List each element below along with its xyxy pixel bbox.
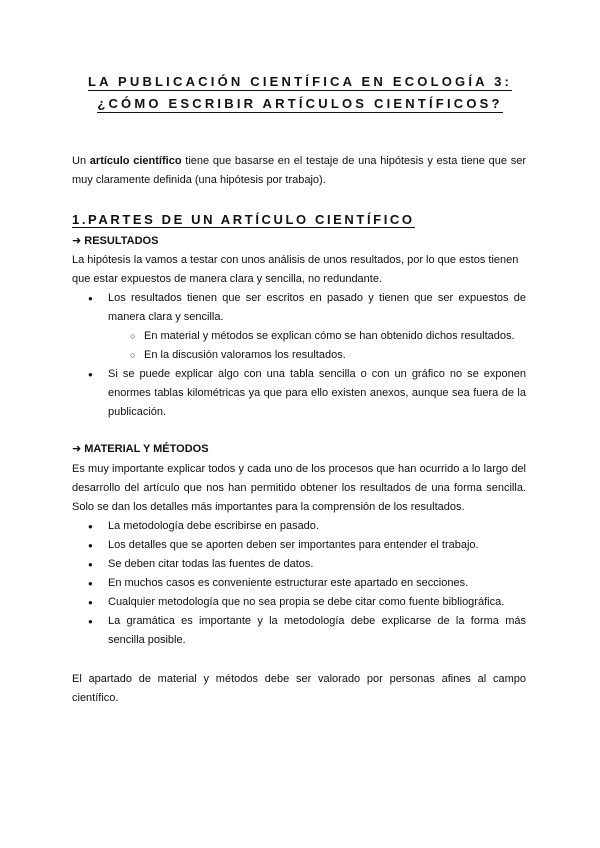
intro-paragraph: Un artículo científico tiene que basarse en el testaje de una hipótesis y esta tiene que ser muy claramente definida (una hipótesis por trabajo).	[72, 155, 526, 186]
material-paragraph: Es muy importante explicar todos y cada uno de los procesos que han ocurrido a lo largo del desarrollo del artículo que nos han permitido obtener los resultados de una forma sencilla. Solo se dan los detalles más importantes para la comprensión de los resultados.	[72, 463, 526, 513]
list-item: ● Los resultados tienen que ser escritos en pasado y tienen que ser expuestos de manera clara y sencilla. ○ En material y métodos se explican cómo se han obtenido dichos resultados. ○ En la discusión valoramos los resultados.	[72, 289, 526, 365]
resultados-sublist	[108, 327, 526, 365]
sub-list-item: ○ En material y métodos se explican cómo se han obtenido dichos resultados.	[108, 327, 526, 346]
resultados-paragraph: La hipótesis la vamos a testar con unos análisis de unos resultados, por lo que estos tienen que estar expuestos de manera clara y sencilla, no redundante.	[72, 254, 519, 285]
list-item: ● Cualquier metodología que no sea propia se debe citar como fuente bibliográfica.	[72, 593, 526, 612]
resultados-list	[72, 289, 526, 422]
list-item: ● Si se puede explicar algo con una tabla sencilla o con un gráfico no se exponen enormes tablas kilométricas ya que para ello existen anexos, aunque sea fuera de la publicación.	[72, 365, 526, 422]
section-heading: 1.PARTES DE UN ARTÍCULO CIENTÍFICO	[72, 212, 415, 227]
closing-paragraph: El apartado de material y métodos debe ser valorado por personas afines al campo científico.	[72, 673, 526, 704]
intro-bold-term: artículo científico	[89, 155, 182, 167]
list-item: ● En muchos casos es conveniente estructurar este apartado en secciones.	[72, 574, 526, 593]
list-item: ● Los detalles que se aporten deben ser importantes para entender el trabajo.	[72, 536, 526, 555]
list-item: ● Se deben citar todas las fuentes de datos.	[72, 555, 526, 574]
sub-list-item: ○ En la discusión valoramos los resultados.	[108, 346, 526, 365]
document-title-line2: ¿CÓMO ESCRIBIR ARTÍCULOS CIENTÍFICOS?	[97, 96, 503, 111]
document-title-line1: LA PUBLICACIÓN CIENTÍFICA EN ECOLOGÍA 3:	[87, 74, 513, 89]
material-list	[72, 517, 526, 650]
material-heading: ➜ MATERIAL Y MÉTODOS	[72, 443, 209, 455]
list-item: ● La metodología debe escribirse en pasado.	[72, 517, 526, 536]
resultados-heading: ➜ RESULTADOS	[72, 235, 159, 247]
list-item: ● La gramática es importante y la metodología debe explicarse de la forma más sencilla posible.	[72, 612, 526, 650]
